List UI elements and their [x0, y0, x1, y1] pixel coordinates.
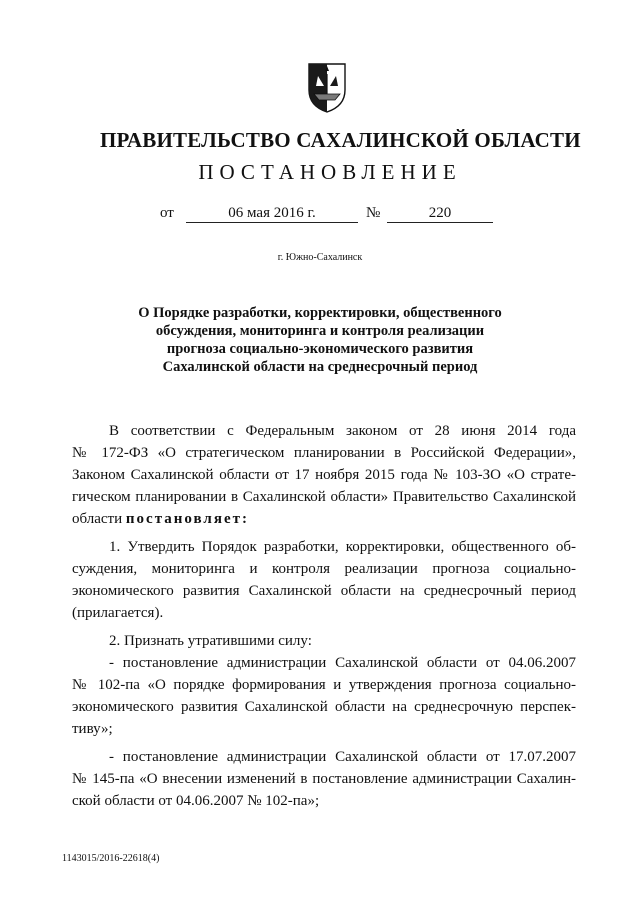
city: г. Южно-Сахалинск: [277, 252, 363, 263]
document-number: 220: [387, 205, 493, 223]
sub2-line: № 145-па «О внесении изменений в постановление администрации Сахалин-: [72, 771, 576, 787]
preamble-line: № 172-ФЗ «О стратегическом планировании в Российской Федерации»,: [72, 445, 576, 461]
preamble-line: гическом планировании в Сахалинской области» Правительство Сахалинской: [72, 489, 576, 505]
item1-line: (прилагается).: [72, 605, 164, 621]
preamble-line: В соответствии с Федеральным законом от 28 июня 2014 года: [109, 423, 576, 439]
sub2-line: - постановление администрации Сахалинской области от 17.07.2007: [109, 749, 576, 765]
item1-line: суждения, мониторинга и контроля реализации прогноза социально-: [72, 561, 576, 577]
sub1-line: № 102-па «О порядке формирования и утверждения прогноза социально-: [72, 677, 576, 693]
preamble-end: области: [72, 511, 123, 527]
resolves-word: постановляет:: [125, 511, 249, 527]
sub1-line: тиву»;: [72, 721, 113, 737]
coat-of-arms-icon: [305, 62, 349, 114]
subject-line: О Порядке разработки, корректировки, общественного: [138, 305, 502, 321]
item1-line: 1. Утвердить Порядок разработки, корректировки, общественного об-: [109, 539, 576, 555]
item2-heading: 2. Признать утратившими силу:: [109, 633, 312, 649]
document-subject: [100, 304, 540, 376]
document-type: ПОСТАНОВЛЕНИЕ: [198, 160, 462, 184]
sub1-line: экономического развития Сахалинской области на среднесрочную перспек-: [72, 699, 576, 715]
preamble-line: Законом Сахалинской области от 17 ноября 2015 года № 103-ЗО «О страте-: [72, 467, 576, 483]
sub2-line: ской области от 04.06.2007 № 102-па»;: [72, 793, 320, 809]
preamble-last-line: [72, 508, 576, 530]
document-date: 06 мая 2016 г.: [186, 205, 358, 223]
document-code: 1143015/2016-22618(4): [62, 853, 160, 864]
subject-line: обсуждения, мониторинга и контроля реализации: [155, 323, 485, 339]
document-body: [72, 420, 576, 812]
number-label: №: [366, 205, 381, 221]
date-label: от: [160, 205, 174, 221]
item1-line: экономического развития Сахалинской области на среднесрочный период: [72, 583, 576, 599]
organization-title: ПРАВИТЕЛЬСТВО САХАЛИНСКОЙ ОБЛАСТИ: [100, 128, 581, 152]
subject-line: Сахалинской области на среднесрочный период: [162, 359, 478, 375]
subject-line: прогноза социально-экономического развития: [166, 341, 474, 357]
sub1-line: - постановление администрации Сахалинской области от 04.06.2007: [109, 655, 576, 671]
